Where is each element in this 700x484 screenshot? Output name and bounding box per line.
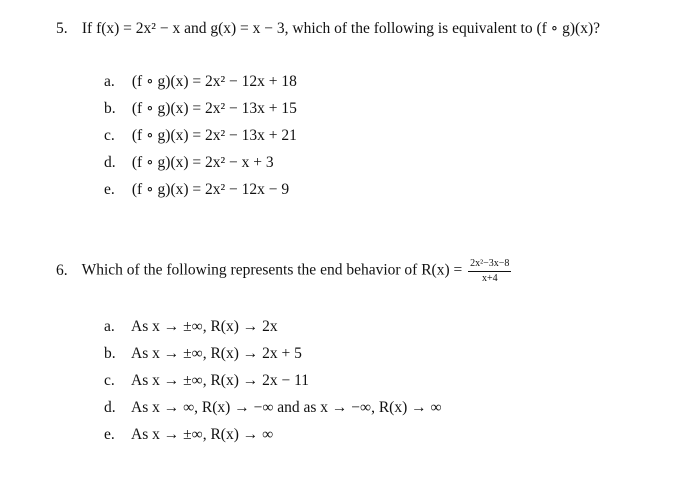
question-number: 5. — [56, 20, 68, 37]
choice-e[interactable] — [104, 180, 289, 199]
choice-text: As x → ±∞, R(x) → 2x + 5 — [131, 345, 302, 362]
choice-text: (f ∘ g)(x) = 2x² − 12x − 9 — [131, 181, 290, 198]
question-6 — [56, 258, 511, 284]
choice-text: As x → ±∞, R(x) → ∞ — [131, 426, 274, 443]
fraction-denominator: x+4 — [481, 272, 498, 284]
choice-d[interactable] — [104, 153, 274, 172]
choice-e[interactable] — [104, 426, 273, 444]
choice-text: As x → ∞, R(x) → −∞ and as x → −∞, R(x) → ∞ — [131, 399, 442, 416]
choice-letter: d. — [104, 399, 116, 416]
choice-text: (f ∘ g)(x) = 2x² − 13x + 15 — [131, 100, 297, 117]
choice-text: As x → ±∞, R(x) → 2x — [131, 318, 278, 335]
choice-letter: b. — [104, 345, 116, 362]
question-text: Which of the following represents the end behavior of R(x) = — [81, 261, 463, 279]
choice-a[interactable] — [104, 72, 297, 91]
choice-letter: c. — [104, 127, 115, 144]
question-text: If f(x) = 2x² − x and g(x) = x − 3, which of the following is equivalent to (f ∘ g)(x)? — [81, 20, 600, 37]
choice-letter: d. — [104, 154, 116, 171]
choice-text: As x → ±∞, R(x) → 2x − 11 — [131, 372, 310, 389]
choice-text: (f ∘ g)(x) = 2x² − 13x + 21 — [131, 127, 297, 144]
choice-a[interactable] — [104, 318, 278, 336]
choice-b[interactable] — [104, 345, 302, 363]
choice-text: (f ∘ g)(x) = 2x² − x + 3 — [131, 154, 274, 171]
question-5 — [56, 19, 600, 38]
choice-letter: a. — [104, 318, 115, 335]
choice-c[interactable] — [104, 372, 309, 390]
question-number: 6. — [56, 261, 68, 279]
choice-letter: a. — [104, 73, 115, 90]
choice-letter: e. — [104, 181, 115, 198]
choice-letter: b. — [104, 100, 116, 117]
fraction-numerator: 2x²−3x−8 — [468, 258, 511, 272]
rational-function-fraction — [468, 258, 511, 284]
choice-c[interactable] — [104, 126, 297, 145]
choice-d[interactable] — [104, 399, 442, 417]
choice-text: (f ∘ g)(x) = 2x² − 12x + 18 — [131, 73, 297, 90]
choice-letter: c. — [104, 372, 115, 389]
choice-letter: e. — [104, 426, 115, 443]
choice-b[interactable] — [104, 99, 297, 118]
